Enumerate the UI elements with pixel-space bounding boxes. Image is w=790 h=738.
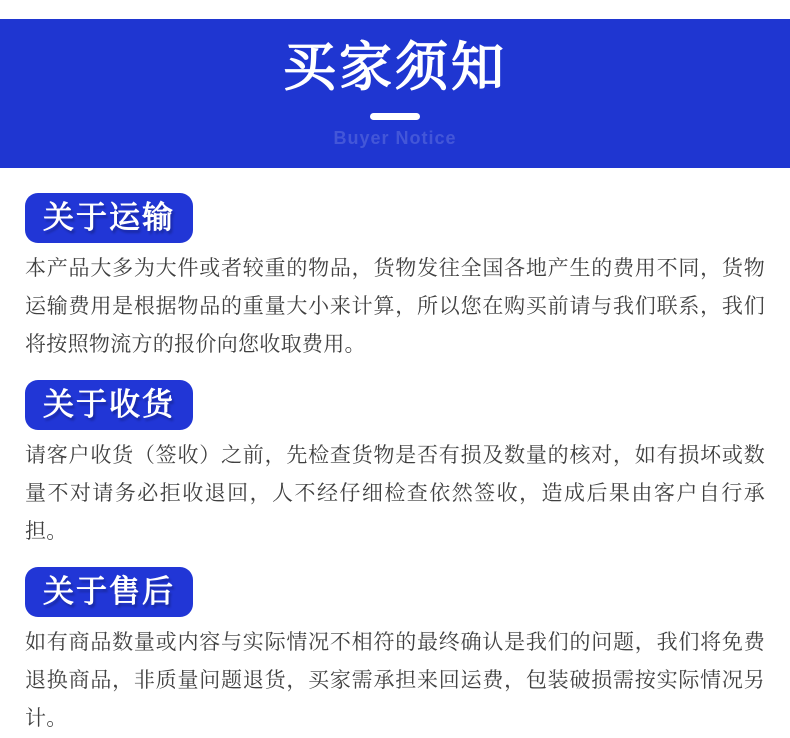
section-aftersales	[25, 551, 765, 738]
header-banner	[0, 19, 790, 168]
section-shipping-badge: 关于运输	[25, 193, 193, 243]
notice-content	[0, 168, 790, 738]
title-underline-dash	[370, 113, 420, 120]
section-receiving-text: 请客户收货（签收）之前，先检查货物是否有损及数量的核对，如有损坏或数量不对请务必拒收退回，人不经仔细检查依然签收，造成后果由客户自行承担。	[25, 444, 765, 543]
section-aftersales-text: 如有商品数量或内容与实际情况不相符的最终确认是我们的问题，我们将免费退换商品，非质量问题退货，买家需承担来回运费，包装破损需按实际情况另计。	[25, 631, 765, 730]
section-receiving-badge: 关于收货	[25, 380, 193, 430]
section-shipping-text: 本产品大多为大件或者较重的物品，货物发往全国各地产生的费用不同，货物运输费用是根据物品的重量大小来计算，所以您在购买前请与我们联系，我们将按照物流方的报价向您收取费用。	[25, 257, 765, 356]
section-shipping	[25, 168, 765, 364]
section-receiving	[25, 364, 765, 551]
section-aftersales-badge: 关于售后	[25, 567, 193, 617]
page-title: 买家须知	[283, 38, 507, 97]
page-subtitle: Buyer Notice	[333, 127, 457, 148]
buyer-notice-page	[0, 19, 790, 730]
